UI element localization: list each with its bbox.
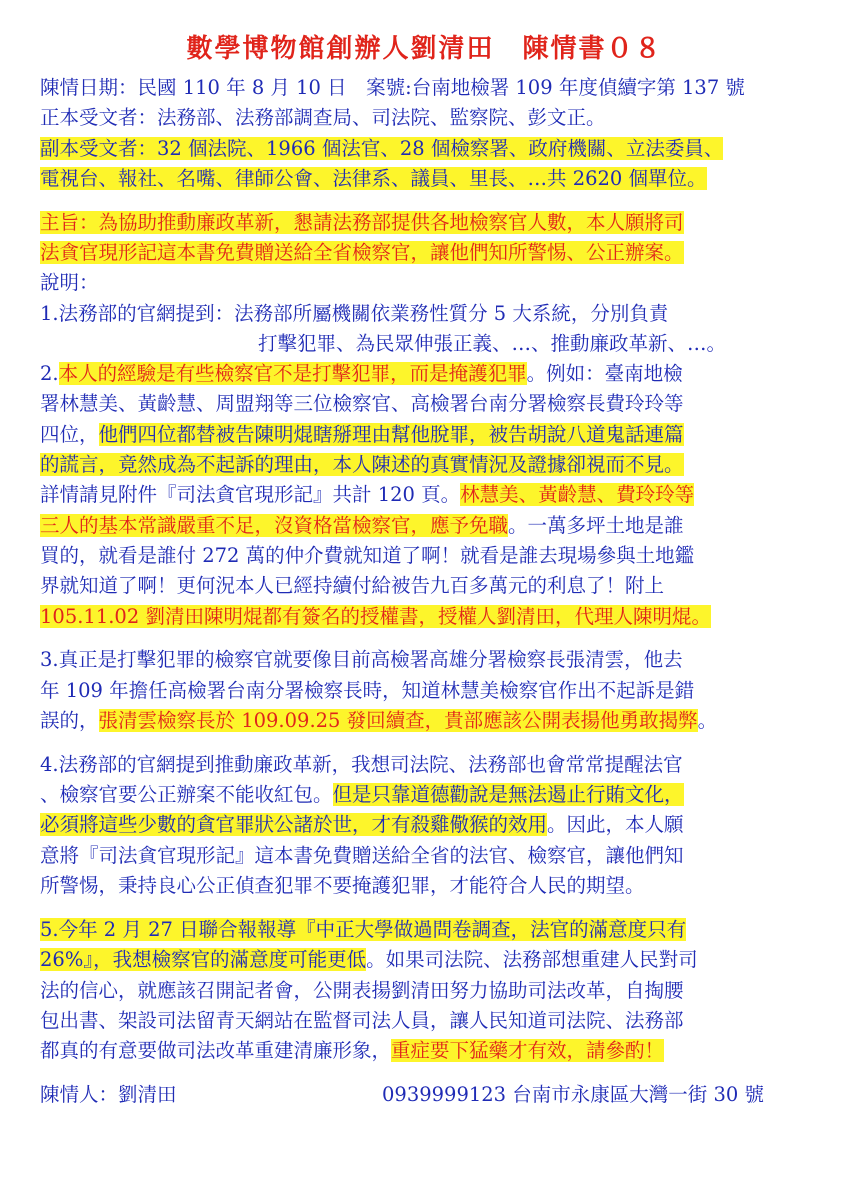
point-2-number: 2. <box>40 362 59 385</box>
point-3-line-2: 年 109 年擔任高檢署台南分署檢察長時，知道林慧美檢察官作出不起訴是錯 <box>40 679 695 702</box>
page-title: 數學博物館創辦人劉清田 陳情書０８ <box>186 34 663 64</box>
point-3-text-1: 誤的， <box>40 709 99 732</box>
point-2-highlight-3: 林慧美、黃齡慧、費玲玲等 <box>460 483 695 506</box>
point-5-text-2: 都真的有意要做司法改革重建清廉形象， <box>40 1039 392 1062</box>
point-4-line-4: 意將『司法貪官現形記』這本書免費贈送給全省的法官、檢察官，讓他們知 <box>40 844 684 867</box>
point-2-text-2: 四位， <box>40 423 99 446</box>
point-2-line-7: 買的，就看是誰付 272 萬的仲介費就知道了啊！就看是誰去現場參與土地鑑 <box>40 544 695 567</box>
point-2-line-4: 的謊言，竟然成為不起訴的理由，本人陳述的真實情況及證據卻視而不見。 <box>40 453 684 476</box>
cc-recipients-line-2: 電視台、報社、名嘴、律師公會、法律系、議員、里長、…共 2620 個單位。 <box>40 167 707 190</box>
point-1-line-1: 1.法務部的官網提到：法務部所屬機關依業務性質分 5 大系統，分別負責 <box>40 302 669 325</box>
subject-line-1: 主旨：為協助推動廉政革新，懇請法務部提供各地檢察官人數，本人願將司 <box>40 211 684 234</box>
point-2-highlight-4: 三人的基本常識嚴重不足，沒資格當檢察官，應予免職 <box>40 514 509 537</box>
petitioner-name: 陳情人：劉清田 <box>40 1083 177 1106</box>
point-2-line-1 <box>40 360 683 388</box>
point-5-text-1: 。如果司法院、法務部想重建人民對司 <box>366 948 698 971</box>
point-2-text-1: 。例如：臺南地檢 <box>526 362 683 385</box>
point-4-highlight-2: 必須將這些少數的貪官罪狀公諸於世，才有殺雞儆猴的效用 <box>40 813 548 836</box>
point-2-line-9: 105.11.02 劉清田陳明焜都有簽名的授權書，授權人劉清田，代理人陳明焜。 <box>40 605 711 628</box>
point-5-line-4: 包出書、架設司法留青天網站在監督司法人員，讓人民知道司法院、法務部 <box>40 1009 684 1032</box>
original-recipients-line: 正本受文者：法務部、法務部調查局、司法院、監察院、彭文正。 <box>40 106 606 129</box>
point-2-line-3 <box>40 421 684 449</box>
point-5-line-3: 法的信心，就應該召開記者會，公開表揚劉清田努力協助司法改革，自掏腰 <box>40 979 684 1002</box>
petitioner-contact: 0939999123 台南市永康區大灣一街 30 號 <box>382 1083 764 1106</box>
point-4-line-1: 4.法務部的官網提到推動廉政革新，我想司法院、法務部也會常常提醒法官 <box>40 753 683 776</box>
point-5-highlight-1: 26%』，我想檢察官的滿意度可能更低 <box>40 948 367 971</box>
point-2-text-3: 詳情請見附件『司法貪官現形記』共計 120 頁。 <box>40 483 461 506</box>
point-5-line-5 <box>40 1037 664 1065</box>
point-4-line-5: 所警惕，秉持良心公正偵查犯罪不要掩護犯罪，才能符合人民的期望。 <box>40 874 645 897</box>
point-2-line-8: 界就知道了啊！更何況本人已經持續付給被告九百多萬元的利息了！附上 <box>40 574 665 597</box>
petition-date-line: 陳情日期：民國 110 年 8 月 10 日 案號:台南地檢署 109 年度偵續字第 137 號 <box>40 76 745 99</box>
point-4-highlight-1: 但是只靠道德勸說是無法遏止行賄文化， <box>332 783 684 806</box>
point-3-line-3 <box>40 707 717 735</box>
point-4-text-1: 、檢察官要公正辦案不能收紅包。 <box>40 783 333 806</box>
point-2-text-4: 。一萬多坪土地是誰 <box>508 514 684 537</box>
point-5-line-2 <box>40 946 698 974</box>
point-4-text-2: 。因此，本人願 <box>547 813 684 836</box>
point-3-highlight: 張清雲檢察長於 109.09.25 發回續查，貴部應該公開表揚他勇敢揭弊 <box>98 709 698 732</box>
point-5-highlight-2: 重症要下猛藥才有效，請參酌！ <box>391 1039 665 1062</box>
point-1-line-2: 打擊犯罪、為民眾伸張正義、…、推動廉政革新、…。 <box>258 332 727 355</box>
point-3-line-1: 3.真正是打擊犯罪的檢察官就要像目前高檢署高雄分署檢察長張清雲，他去 <box>40 648 683 671</box>
point-4-line-2 <box>40 781 684 809</box>
point-2-line-2: 署林慧美、黃齡慧、周盟翔等三位檢察官、高檢署台南分署檢察長費玲玲等 <box>40 392 684 415</box>
point-5-line-1: 5.今年 2 月 27 日聯合報報導『中正大學做過問卷調查，法官的滿意度只有 <box>40 918 687 941</box>
point-2-line-6 <box>40 512 684 540</box>
point-4-line-3 <box>40 811 684 839</box>
point-2-highlight-2: 他們四位都替被告陳明焜瞎掰理由幫他脫罪，被告胡說八道鬼話連篇 <box>98 423 684 446</box>
point-3-text-2: 。 <box>697 709 718 732</box>
point-2-line-5 <box>40 481 694 509</box>
cc-recipients-line-1: 副本受文者：32 個法院、1966 個法官、28 個檢察署、政府機關、立法委員、 <box>40 137 724 160</box>
subject-line-2: 法貪官現形記這本書免費贈送給全省檢察官，讓他們知所警惕、公正辦案。 <box>40 241 684 264</box>
explanation-heading: 說明： <box>40 271 99 294</box>
point-2-highlight-1: 本人的經驗是有些檢察官不是打擊犯罪，而是掩護犯罪 <box>58 362 527 385</box>
